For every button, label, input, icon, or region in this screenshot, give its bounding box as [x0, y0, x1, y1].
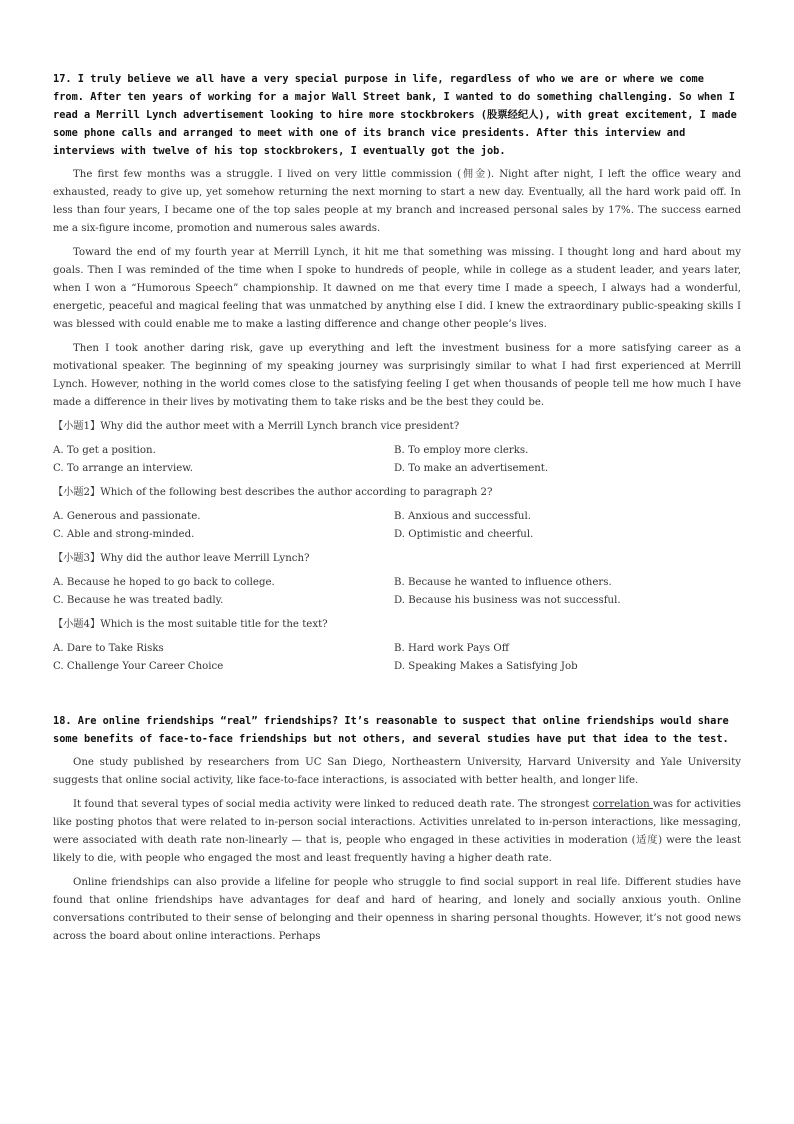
option-d: D. Optimistic and cheerful. [394, 529, 534, 540]
passage-18-paragraph-2 [53, 796, 741, 868]
option-a: A. Because he hoped to go back to college. [53, 577, 275, 588]
question-2-options [53, 508, 741, 544]
section-gap [53, 682, 741, 712]
question-2 [53, 484, 741, 544]
option-d: D. To make an advertisement. [394, 463, 549, 474]
passage-17 [53, 70, 741, 676]
option-d: D. Because his business was not successful. [394, 595, 621, 606]
question-3-prompt: 【小题3】Why did the author leave Merrill Lynch? [53, 553, 310, 564]
document-page [53, 70, 741, 952]
paragraph-text: was for activities like posting photos that were related to in-person social interactions. Activities unrelated to in-person interactions, like messaging, were associated with death rate non-linearly — that is, people who engaged in these activities in moderation (适度) were the least likely to die, with people who engaged the most and least frequently having a higher death rate. [53, 799, 742, 864]
question-1-prompt: 【小题1】Why did the author meet with a Merrill Lynch branch vice president? [53, 421, 460, 432]
question-1 [53, 418, 741, 478]
question-4 [53, 616, 741, 676]
option-a: A. Dare to Take Risks [53, 643, 164, 654]
passage-18-paragraph-1: One study published by researchers from UC San Diego, Northeastern University, Harvard University and Yale University suggests that online social activity, like face-to-face interactions, is associated with better health, and longer life. [53, 757, 741, 786]
passage-17-paragraph-3: Then I took another daring risk, gave up everything and left the investment business for a more satisfying career as a motivational speaker. The beginning of my speaking journey was surprisingly similar to what I had first experienced at Merrill Lynch. However, nothing in the world comes close to the satisfying feeling I get when thousands of people tell me how much I have made a difference in their lives by motivating them to take risks and be the best they could be. [53, 343, 741, 408]
passage-17-paragraph-2: Toward the end of my fourth year at Merrill Lynch, it hit me that something was missing. I thought long and hard about my goals. Then I was reminded of the time when I spoke to hundreds of people, while in college as a student leader, and years later, when I won a “Humorous Speech” championship. It dawned on me that every time I made a speech, I always had a wonderful, energetic, peaceful and magical feeling that was unmatched by anything else I did. I knew the extraordinary public-speaking skills I was blessed with could enable me to make a lasting difference and change other people’s lives. [53, 247, 741, 330]
option-c: C. Because he was treated badly. [53, 595, 224, 606]
option-c: C. To arrange an interview. [53, 463, 193, 474]
question-2-prompt: 【小题2】Which of the following best describes the author according to paragraph 2? [53, 487, 493, 498]
paragraph-text: It found that several types of social media activity were linked to reduced death rate. The strongest [73, 799, 593, 810]
option-a: A. To get a position. [53, 445, 156, 456]
option-d: D. Speaking Makes a Satisfying Job [394, 661, 578, 672]
option-a: A. Generous and passionate. [53, 511, 201, 522]
passage-18-paragraph-3: Online friendships can also provide a lifeline for people who struggle to find social support in real life. Different studies have found that online friendships have advantages for deaf and hard of hearing, and lonely and socially anxious youth. Online conversations contributed to their sense of belonging and their openness in sharing personal thoughts. However, it’s not good news across the board about online interactions. Perhaps [53, 877, 741, 942]
option-b: B. Because he wanted to influence others. [394, 577, 612, 588]
question-1-options [53, 442, 741, 478]
option-b: B. Anxious and successful. [394, 511, 531, 522]
underlined-word: correlation [592, 799, 653, 810]
passage-18-heading: 18. Are online friendships “real” friendships? It’s reasonable to suspect that online friendships would share some benefits of face-to-face friendships but not others, and several studies have put that idea to the test. [53, 715, 729, 745]
question-4-prompt: 【小题4】Which is the most suitable title for the text? [53, 619, 328, 630]
passage-18 [53, 712, 741, 946]
option-c: C. Able and strong-minded. [53, 529, 195, 540]
passage-17-paragraph-1: The first few months was a struggle. I lived on very little commission (佣金). Night after night, I left the office weary and exhausted, ready to give up, yet somehow returning the next morning to start a new day. Eventually, all the hard work paid off. In less than four years, I became one of the top sales people at my branch and increased personal sales by 17%. The success earned me a six-figure income, promotion and numerous sales awards. [53, 169, 741, 234]
option-c: C. Challenge Your Career Choice [53, 661, 224, 672]
question-3-options [53, 574, 741, 610]
option-b: B. To employ more clerks. [394, 445, 529, 456]
question-3 [53, 550, 741, 610]
question-4-options [53, 640, 741, 676]
passage-17-heading: 17. I truly believe we all have a very special purpose in life, regardless of who we are or where we come from. After ten years of working for a major Wall Street bank, I wanted to do something challenging. So when I read a Merrill Lynch advertisement looking to hire more stockbrokers (股票经纪人), with great excitement, I made some phone calls and arranged to meet with one of its branch vice presidents. After this interview and interviews with twelve of his top stockbrokers, I eventually got the job. [53, 73, 737, 157]
option-b: B. Hard work Pays Off [394, 643, 509, 654]
